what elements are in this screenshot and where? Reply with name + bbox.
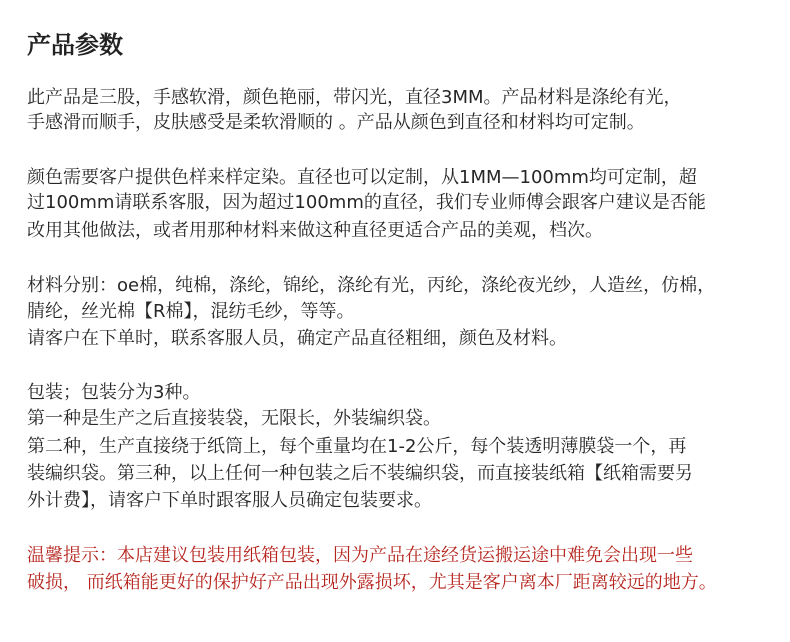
materials-line: 腈纶，丝光棉【R棉】，混纺毛纱，等等。 (27, 301, 355, 322)
packaging-line: 第二种，生产直接绕于纸筒上，每个重量均在1-2公斤，每个装透明薄膜袋一个，再 (27, 436, 687, 457)
packaging-line: 外计费】，请客户下单时跟客服人员确定包装要求。 (27, 490, 432, 511)
description-line: 此产品是三股，手感软滑，颜色艳丽，带闪光，直径3MM。产品材料是涤纶有光， (27, 87, 682, 108)
page-title: 产品参数 (27, 31, 123, 59)
packaging-line: 包装；包装分为3种。 (27, 382, 201, 403)
customization-line: 颜色需要客户提供色样来样定染。直径也可以定制，从1MM—100mm均可定制，超 (27, 167, 697, 188)
warm-tip-line: 破损， 而纸箱能更好的保护好产品出现外露损坏，尤其是客户离本厂距离较远的地方。 (27, 572, 717, 593)
packaging-line: 第一种是生产之后直接装袋，无限长，外装编织袋。 (27, 408, 441, 429)
description-line: 手感滑而顺手，皮肤感受是柔软滑顺的 。产品从颜色到直径和材料均可定制。 (27, 112, 645, 133)
warm-tip-line: 温馨提示：本店建议包装用纸箱包装，因为产品在途经货运搬运途中难免会出现一些 (27, 545, 693, 566)
packaging-line: 装编织袋。第三种，以上任何一种包装之后不装编织袋，而直接装纸箱【纸箱需要另 (27, 463, 693, 484)
materials-line: 请客户在下单时，联系客服人员，确定产品直径粗细，颜色及材料。 (27, 328, 567, 349)
materials-line: 材料分别：oe棉，纯棉，涤纶，锦纶，涤纶有光，丙纶，涤纶夜光纱，人造丝，仿棉， (27, 275, 716, 296)
customization-line: 过100mm请联系客服，因为超过100mm的直径，我们专业师傅会跟客户建议是否能 (27, 192, 706, 213)
customization-line: 改用其他做法，或者用那种材料来做这种直径更适合产品的美观，档次。 (27, 220, 603, 241)
